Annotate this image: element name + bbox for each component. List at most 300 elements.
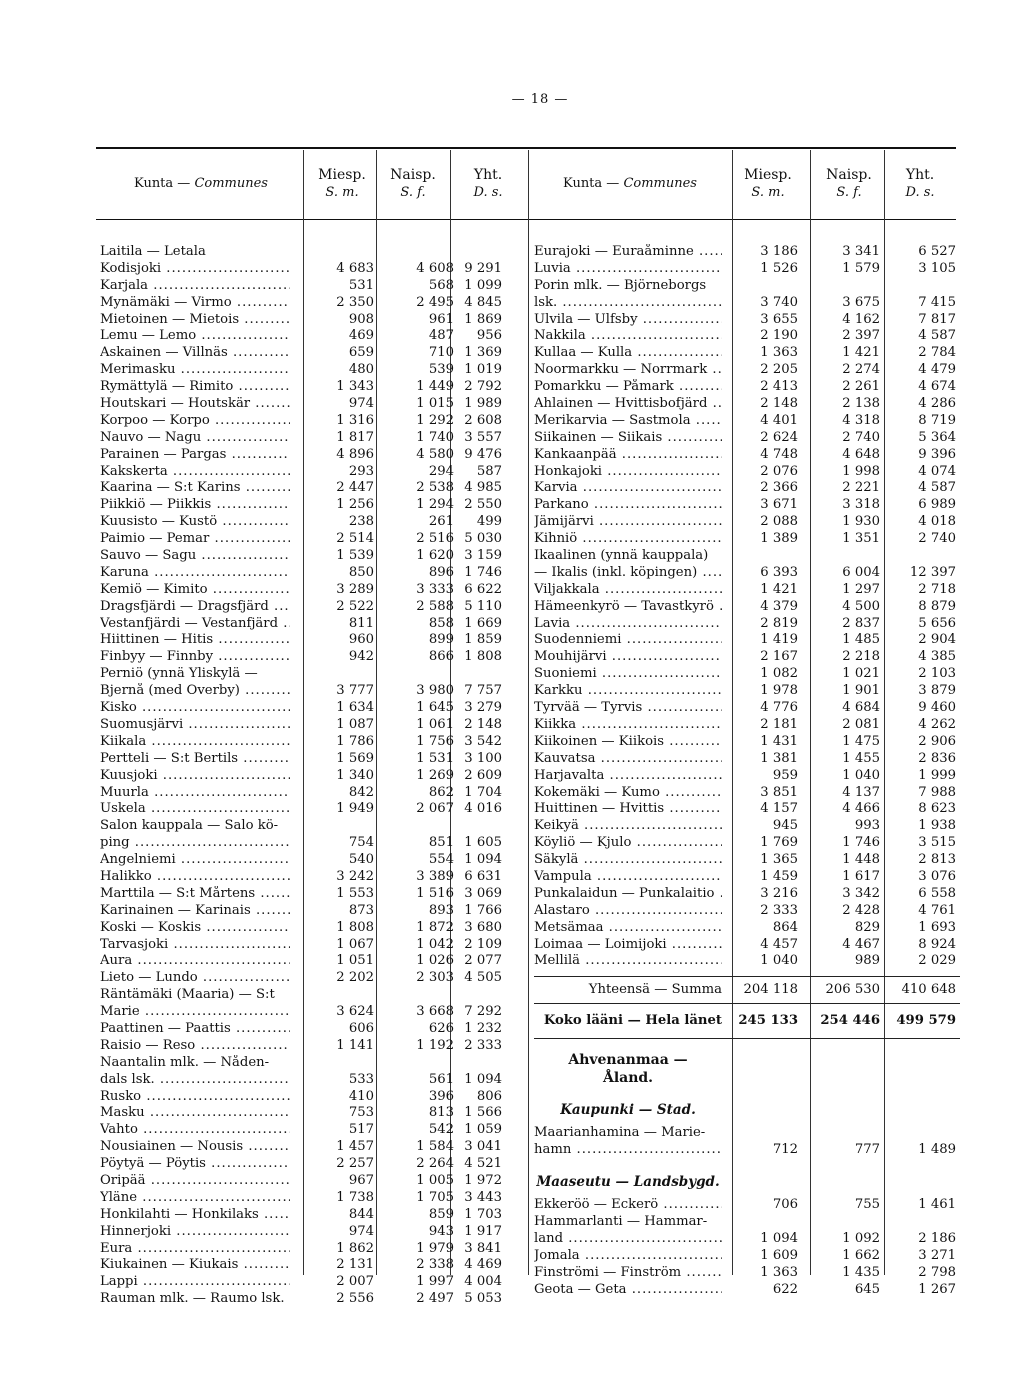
table-row [100, 581, 502, 599]
commune-name: Mynämäki — Virmo ..... [100, 295, 290, 312]
females-value: 1 092 [842, 1230, 880, 1246]
males-value: 2 514 [336, 531, 374, 547]
males-value: 974 [348, 1223, 374, 1239]
females-value: 254 446 [820, 1013, 880, 1029]
table-row [534, 616, 960, 633]
commune-name: Porin mlk. — Björneborgs [534, 277, 707, 293]
males-value: 864 [772, 919, 798, 935]
header-name-right: Kunta — Communes [563, 176, 697, 191]
left-table-body [100, 244, 502, 1308]
table-row [100, 277, 502, 295]
males-value: 2 190 [760, 328, 798, 344]
total-value: 2 608 [464, 412, 502, 428]
females-value: 993 [854, 818, 880, 834]
total-value: 2 333 [464, 1037, 502, 1053]
females-value: 2 397 [842, 328, 880, 344]
males-value: 1 082 [760, 666, 798, 682]
commune-name: Suomusjärvi ..... [100, 717, 290, 734]
females-value: 3 318 [842, 497, 880, 513]
females-value: 1 930 [842, 514, 880, 530]
females-value: 1 448 [842, 852, 880, 868]
total-value: 9 476 [464, 446, 502, 462]
males-value: 712 [772, 1142, 798, 1158]
commune-name: Karinainen — Karinais ..... [100, 903, 290, 920]
males-value: 850 [348, 564, 374, 580]
females-value: 1 292 [416, 412, 454, 428]
total-value: 4 587 [918, 480, 956, 496]
females-value: 1 997 [416, 1274, 454, 1290]
males-value: 659 [348, 345, 374, 361]
commune-name: Harjavalta ..... [534, 768, 722, 785]
table-row [100, 362, 502, 379]
header-name-left: Kunta — Communes [134, 176, 268, 191]
males-value: 3 655 [760, 311, 798, 327]
commune-name: Vampula ..... [534, 869, 722, 886]
commune-name: Muurla ..... [100, 785, 290, 802]
table-row [100, 1274, 502, 1291]
females-value: 2 740 [842, 429, 880, 445]
total-value: 1 059 [464, 1122, 502, 1138]
total-value: 3 515 [918, 835, 956, 851]
males-value: 2 333 [760, 902, 798, 918]
commune-name: Lemu — Lemo ..... [100, 328, 290, 345]
total-value: 3 271 [918, 1247, 956, 1263]
females-value: 943 [428, 1223, 454, 1239]
total-value: 2 148 [464, 716, 502, 732]
total-value: 2 109 [464, 936, 502, 952]
table-row [100, 868, 502, 886]
total-value: 2 718 [918, 581, 956, 597]
males-value: 480 [348, 362, 374, 378]
commune-name: Bjernå (med Överby) ..... [100, 683, 290, 700]
commune-name: Kankaanpää ..... [534, 447, 722, 464]
commune-name: Merimasku ..... [100, 362, 290, 379]
total-value: 1 808 [464, 649, 502, 665]
commune-name: Paimio — Pemar ..... [100, 531, 290, 548]
commune-name: Honkilahti — Honkilaks ..... [100, 1207, 290, 1224]
commune-name: Uskela ..... [100, 801, 290, 818]
males-value: 960 [348, 632, 374, 648]
aland-title-sv: Åland. [602, 1070, 654, 1087]
males-value: 622 [772, 1281, 798, 1297]
total-value: 8 623 [918, 801, 956, 817]
commune-name: Parkano ..... [534, 497, 722, 514]
total-value: 8 924 [918, 936, 956, 952]
table-row [100, 1139, 502, 1156]
table-row [100, 987, 452, 1004]
males-value: 1 421 [760, 581, 798, 597]
commune-name: Tyrvää — Tyrvis ..... [534, 700, 722, 717]
table-row [100, 1206, 502, 1224]
females-value: 961 [428, 311, 454, 327]
table-row [534, 1248, 960, 1265]
aland-title: Ahvenanmaa — [568, 1052, 688, 1069]
table-row [100, 598, 502, 616]
commune-name: Hämeenkyrö — Tavastkyrö ..... [534, 599, 722, 616]
table-row [100, 700, 502, 717]
males-value: 204 118 [743, 982, 798, 998]
table-row [534, 920, 960, 937]
table-row [100, 970, 502, 987]
header-yht-right: Yht. D. s. [905, 167, 935, 200]
table-row [100, 1105, 502, 1122]
total-value: 3 076 [918, 868, 956, 884]
total-value: 1 972 [464, 1172, 502, 1188]
commune-name: Alastaro ..... [534, 903, 722, 920]
table-row [534, 464, 960, 481]
males-value: 2 088 [760, 514, 798, 530]
total-value: 6 631 [464, 868, 502, 884]
commune-name: Rymättylä — Rimito ..... [100, 379, 290, 396]
total-value: 1 989 [464, 396, 502, 412]
males-value: 1 340 [336, 767, 374, 783]
males-value: 2 131 [336, 1257, 374, 1273]
females-value: 3 342 [842, 885, 880, 901]
females-value: 1 645 [416, 700, 454, 716]
females-value: 1 192 [416, 1037, 454, 1053]
total-value: 4 385 [918, 649, 956, 665]
females-value: 1 584 [416, 1139, 454, 1155]
commune-name: — Ikalis (inkl. köpingen) ..... [534, 565, 722, 582]
commune-name: Maarianhamina — Marie- [534, 1125, 706, 1141]
commune-name: land ..... [534, 1231, 722, 1248]
females-value: 1 455 [842, 750, 880, 766]
males-value: 3 289 [336, 581, 374, 597]
table-row [100, 463, 502, 481]
commune-name: Kakskerta ..... [100, 464, 290, 481]
table-row [534, 717, 960, 734]
total-value: 5 656 [918, 615, 956, 631]
total-value: 5 030 [464, 531, 502, 547]
total-value: 5 053 [464, 1291, 502, 1307]
table-row [534, 1125, 960, 1142]
females-value: 3 389 [416, 868, 454, 884]
commune-name: Yhteensä — Summa [588, 982, 722, 998]
total-value: 4 262 [918, 716, 956, 732]
table-row [100, 902, 502, 920]
females-value: 1 015 [416, 396, 454, 412]
males-value: 844 [348, 1206, 374, 1222]
commune-name: Naantalin mlk. — Nåden- [100, 1054, 270, 1070]
males-value: 2 350 [336, 294, 374, 310]
males-value: 4 896 [336, 446, 374, 462]
table-row [534, 295, 960, 312]
commune-name: Kullaa — Kulla ..... [534, 345, 722, 362]
females-value: 829 [854, 919, 880, 935]
males-value: 842 [348, 784, 374, 800]
females-value: 4 466 [842, 801, 880, 817]
commune-name: Kaarina — S:t Karins ..... [100, 480, 290, 497]
females-value: 4 318 [842, 412, 880, 428]
table-row [534, 531, 960, 548]
table-row [534, 751, 960, 768]
commune-name: Eura ..... [100, 1241, 290, 1258]
males-value: 1 808 [336, 919, 374, 935]
commune-name: Kiikka ..... [534, 717, 722, 734]
females-value: 261 [428, 514, 454, 530]
table-row [100, 835, 502, 852]
commune-name: Kiikala ..... [100, 734, 290, 751]
total-value: 1 094 [464, 852, 502, 868]
commune-name: Kuusisto — Kustö ..... [100, 514, 290, 531]
table-row [100, 531, 502, 548]
females-value: 1 516 [416, 885, 454, 901]
total-value: 7 817 [918, 311, 956, 327]
females-value: 6 004 [842, 564, 880, 580]
commune-name: Ekkeröö — Eckerö ..... [534, 1197, 722, 1214]
table-row [534, 599, 960, 616]
table-row [100, 801, 502, 818]
males-value: 1 087 [336, 716, 374, 732]
females-value: 710 [428, 345, 454, 361]
table-row [100, 1088, 502, 1106]
commune-name: Punkalaidun — Punkalaitio ..... [534, 886, 722, 903]
total-value: 499 579 [896, 1013, 956, 1029]
males-value: 2 447 [336, 480, 374, 496]
females-value: 3 333 [416, 581, 454, 597]
commune-name: Eurajoki — Euraåminne ..... [534, 244, 722, 261]
table-row [534, 244, 960, 261]
males-value: 1 769 [760, 835, 798, 851]
total-value: 7 292 [464, 1004, 502, 1020]
total-value: 9 291 [464, 260, 502, 276]
females-value: 2 538 [416, 480, 454, 496]
females-value: 1 740 [416, 429, 454, 445]
females-value: 2 264 [416, 1156, 454, 1172]
table-row [100, 716, 502, 734]
table-row [100, 733, 502, 751]
table-row [534, 430, 960, 447]
total-value: 7 415 [918, 294, 956, 310]
total-value: 2 609 [464, 767, 502, 783]
females-value: 539 [428, 362, 454, 378]
total-value: 2 550 [464, 497, 502, 513]
table-row [534, 903, 960, 920]
females-value: 1 269 [416, 767, 454, 783]
total-value: 1 869 [464, 311, 502, 327]
females-value: 1 294 [416, 497, 454, 513]
males-value: 1 526 [760, 260, 798, 276]
total-value: 1 489 [918, 1142, 956, 1158]
table-row [534, 261, 960, 278]
females-value: 1 617 [842, 868, 880, 884]
females-value: 899 [428, 632, 454, 648]
males-value: 1 609 [760, 1247, 798, 1263]
females-value: 2 516 [416, 531, 454, 547]
table-row [100, 852, 502, 869]
total-value: 1 999 [918, 767, 956, 783]
total-value: 2 029 [918, 953, 956, 969]
table-row [534, 1214, 960, 1231]
males-value: 245 133 [738, 1013, 798, 1029]
total-value: 4 004 [464, 1274, 502, 1290]
table-row [100, 683, 502, 700]
column-separator [528, 150, 529, 1275]
commune-name: Viljakkala ..... [534, 582, 722, 599]
total-value: 1 369 [464, 345, 502, 361]
commune-name: Pertteli — S:t Bertils ..... [100, 751, 290, 768]
commune-name: Jämijärvi ..... [534, 514, 722, 531]
total-value: 2 904 [918, 632, 956, 648]
commune-name: Mellilä ..... [534, 953, 722, 970]
females-value: 866 [428, 649, 454, 665]
commune-name: hamn ..... [534, 1142, 722, 1159]
table-row [100, 666, 452, 683]
commune-name: Huittinen — Hvittis ..... [534, 801, 722, 818]
males-value: 2 205 [760, 362, 798, 378]
males-value: 1 363 [760, 345, 798, 361]
commune-name: Merikarvia — Sastmola ..... [534, 413, 722, 430]
males-value: 3 851 [760, 784, 798, 800]
total-value: 5 364 [918, 429, 956, 445]
total-value: 1 693 [918, 919, 956, 935]
males-value: 1 553 [336, 885, 374, 901]
males-value: 873 [348, 902, 374, 918]
table-row [534, 278, 960, 295]
total-value: 2 103 [918, 666, 956, 682]
males-value: 1 862 [336, 1240, 374, 1256]
females-value: 1 998 [842, 463, 880, 479]
males-value: 1 569 [336, 750, 374, 766]
commune-name: Karvia ..... [534, 480, 722, 497]
total-value: 5 110 [464, 598, 502, 614]
total-value: 4 845 [464, 294, 502, 310]
total-value: 4 469 [464, 1257, 502, 1273]
males-value: 1 978 [760, 683, 798, 699]
females-value: 206 530 [825, 982, 880, 998]
commune-name: Metsämaa ..... [534, 920, 722, 937]
males-value: 1 459 [760, 868, 798, 884]
right-table-body [534, 244, 960, 1298]
table-row [534, 632, 960, 649]
males-value: 4 748 [760, 446, 798, 462]
commune-name: lsk. ..... [534, 295, 722, 312]
females-value: 561 [428, 1071, 454, 1087]
total-value: 4 016 [464, 801, 502, 817]
females-value: 2 588 [416, 598, 454, 614]
table-row [534, 683, 960, 700]
top-rule [96, 147, 956, 149]
females-value: 4 467 [842, 936, 880, 952]
females-value: 1 620 [416, 548, 454, 564]
commune-name: Koko lääni — Hela länet [543, 1013, 722, 1029]
commune-name: Kodisjoki ..... [100, 261, 290, 278]
total-value: 4 521 [464, 1156, 502, 1172]
commune-name: Yläne ..... [100, 1190, 290, 1207]
females-value: 2 495 [416, 294, 454, 310]
table-row [100, 767, 502, 785]
table-row [534, 886, 960, 903]
total-value: 2 813 [918, 852, 956, 868]
table-row [100, 260, 502, 278]
males-value: 1 067 [336, 936, 374, 952]
rural-subheading: Maaseutu — Landsbygd. [536, 1174, 720, 1191]
commune-name: Suoniemi ..... [534, 666, 722, 683]
total-value: 8 719 [918, 412, 956, 428]
females-value: 858 [428, 615, 454, 631]
commune-name: Honkajoki ..... [534, 464, 722, 481]
commune-name: Karkku ..... [534, 683, 722, 700]
males-value: 238 [348, 514, 374, 530]
header-miesp-left: Miesp. S. m. [318, 167, 366, 200]
females-value: 2 497 [416, 1291, 454, 1307]
commune-name: Perniö (ynnä Yliskylä — [100, 666, 258, 682]
table-header [0, 150, 1024, 218]
males-value: 4 379 [760, 598, 798, 614]
total-value: 3 159 [464, 548, 502, 564]
males-value: 3 242 [336, 868, 374, 884]
males-value: 2 413 [760, 379, 798, 395]
total-value: 499 [476, 514, 502, 530]
table-row [534, 1231, 960, 1248]
total-value: 4 674 [918, 379, 956, 395]
commune-name: Kiukainen — Kiukais ..... [100, 1257, 290, 1274]
commune-name: Karjala ..... [100, 278, 290, 295]
commune-name: Keikyä ..... [534, 818, 722, 835]
commune-name: Salon kauppala — Salo kö- [100, 818, 279, 834]
males-value: 540 [348, 852, 374, 868]
males-value: 2 257 [336, 1156, 374, 1172]
commune-name: dals lsk. ..... [100, 1072, 290, 1089]
table-row [100, 649, 502, 666]
males-value: 2 366 [760, 480, 798, 496]
total-value: 2 906 [918, 733, 956, 749]
males-value: 2 202 [336, 970, 374, 986]
commune-name: Kiikoinen — Kiikois ..... [534, 734, 722, 751]
females-value: 2 261 [842, 379, 880, 395]
females-value: 568 [428, 277, 454, 293]
commune-name: Sauvo — Sagu ..... [100, 548, 290, 565]
table-row [534, 666, 960, 683]
females-value: 1 005 [416, 1172, 454, 1188]
total-value: 3 100 [464, 750, 502, 766]
table-row [100, 1172, 502, 1190]
table-row [100, 1240, 502, 1258]
commune-name: Geota — Geta ..... [534, 1282, 722, 1299]
commune-name: Kauvatsa ..... [534, 751, 722, 768]
total-value: 6 527 [918, 244, 956, 259]
females-value: 859 [428, 1206, 454, 1222]
males-value: 410 [348, 1088, 374, 1104]
table-row [100, 936, 502, 954]
males-value: 908 [348, 311, 374, 327]
total-value: 2 798 [918, 1264, 956, 1280]
females-value: 396 [428, 1088, 454, 1104]
males-value: 4 776 [760, 700, 798, 716]
commune-name: Kuusjoki ..... [100, 768, 290, 785]
total-value: 1 461 [918, 1197, 956, 1213]
males-value: 3 777 [336, 683, 374, 699]
table-row [534, 1282, 960, 1299]
females-value: 2 081 [842, 716, 880, 732]
males-value: 4 457 [760, 936, 798, 952]
total-value: 1 267 [918, 1281, 956, 1297]
commune-name: Lieto — Lundo ..... [100, 970, 290, 987]
commune-name: Siikainen — Siikais ..... [534, 430, 722, 447]
header-yht-left: Yht. D. s. [473, 167, 503, 200]
commune-name: Luvia ..... [534, 261, 722, 278]
commune-name: Köyliö — Kjulo ..... [534, 835, 722, 852]
table-row [100, 294, 502, 312]
table-row [534, 565, 960, 582]
commune-name: Vestanfjärdi — Vestanfjärd ..... [100, 616, 290, 633]
males-value: 1 738 [336, 1189, 374, 1205]
males-value: 6 393 [760, 564, 798, 580]
total-value: 3 841 [464, 1240, 502, 1256]
total-value: 4 505 [464, 970, 502, 986]
total-value: 1 746 [464, 564, 502, 580]
females-value: 4 684 [842, 700, 880, 716]
